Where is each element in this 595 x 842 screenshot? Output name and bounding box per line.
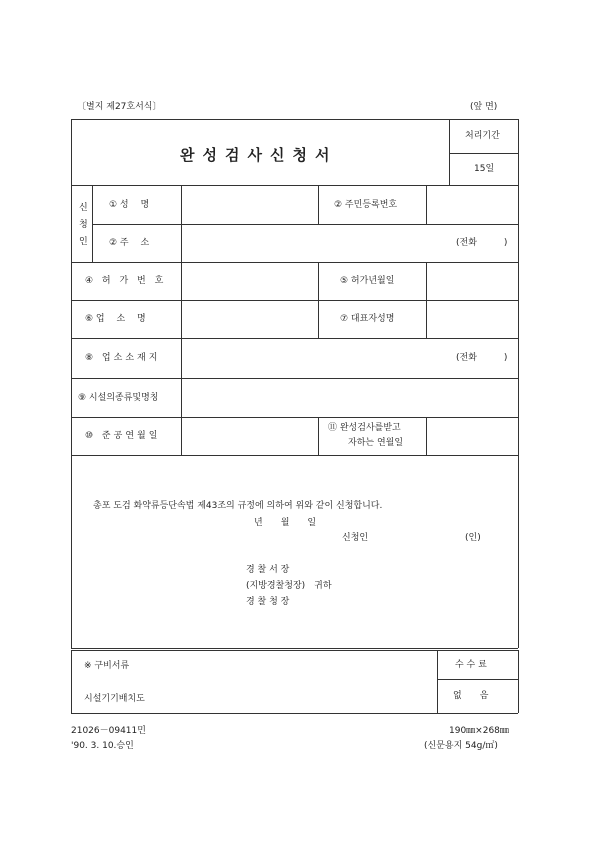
name-label: ① 성 명: [109, 200, 150, 210]
address-label: ② 주 소: [109, 238, 150, 248]
fee-value: 없 음: [453, 691, 489, 701]
inspection-date-label-line1: ⑪ 완성검사를받고: [328, 423, 401, 433]
address-phone-label: (전화 ): [456, 238, 508, 248]
business-phone-label: (전화 ): [456, 353, 508, 363]
permit-date-label: ⑤ 허가년월일: [340, 276, 395, 286]
recipient-police-station-chief: 경 찰 서 장: [246, 565, 290, 575]
facility-type-label: ⑨ 시설의종류및명칭: [78, 393, 159, 403]
business-location-label: ⑧ 업소소재지: [85, 353, 161, 363]
form-number: 〔별지 제27호서식〕: [77, 102, 162, 112]
approval-date: '90. 3. 10.승인: [71, 741, 134, 751]
processing-period-label: 처리기간: [465, 131, 500, 141]
resident-number-label: ② 주민등록번호: [334, 200, 398, 210]
required-docs-label: ※ 구비서류: [84, 661, 130, 671]
application-statement: 총포 도검 화약류등단속법 제43조의 규정에 의하여 위와 같이 신청합니다.: [93, 501, 383, 511]
page-side-label: (앞 면): [470, 102, 498, 112]
processing-period-value: 15일: [474, 164, 495, 174]
paper-size: 190㎜×268㎜: [449, 726, 509, 736]
business-name-label: ⑥ 업 소 명: [85, 314, 146, 324]
required-docs-item: 시설기기배치도: [84, 694, 145, 704]
form-title: 완성검사신청서: [180, 146, 338, 164]
recipient-police-commissioner: 경 찰 청 장: [246, 597, 290, 607]
applicant-sign-label: 신청인: [342, 533, 369, 543]
representative-label: ⑦ 대표자성명: [340, 314, 395, 324]
fee-label: 수 수 료: [455, 660, 487, 670]
applicant-label-char-3: 인: [79, 237, 88, 247]
inspection-date-label-line2: 자하는 연월일: [348, 438, 404, 448]
applicant-label-char-1: 신: [79, 203, 88, 213]
form-code: 21026－09411민: [71, 726, 146, 736]
seal-label: (인): [465, 533, 481, 543]
permit-number-label: ④ 허 가 번 호: [85, 276, 167, 286]
recipient-provincial-police-chief: (지방경찰청장) 귀하: [246, 581, 332, 591]
paper-spec: (신문용지 54g/㎡): [424, 741, 498, 751]
applicant-label-char-2: 청: [79, 220, 88, 230]
date-line: 년 월 일: [254, 518, 317, 528]
completion-date-label: ⑩ 준공연월일: [85, 431, 161, 441]
